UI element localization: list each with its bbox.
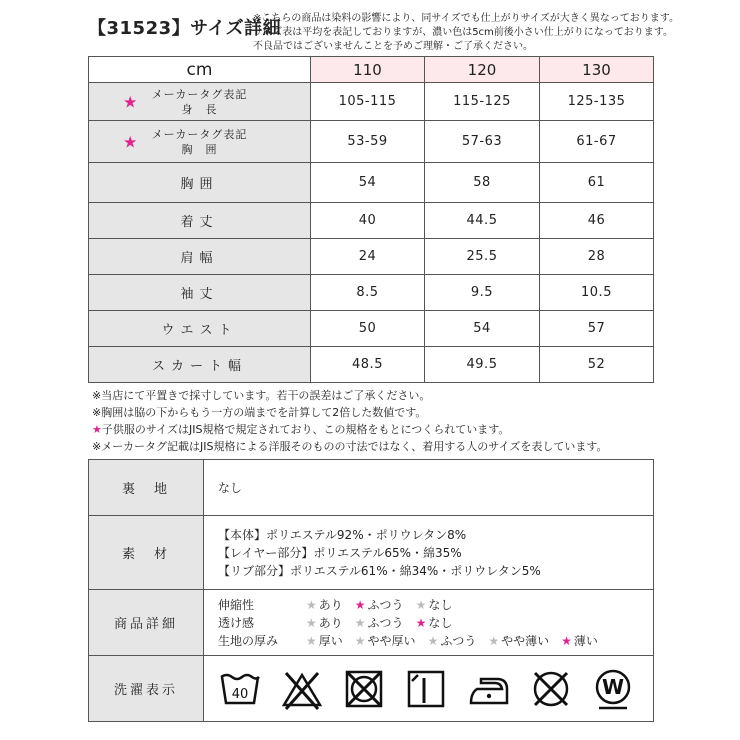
property-row [218, 614, 653, 632]
size-value: 57-63 [425, 121, 540, 163]
svg-text:40: 40 [231, 686, 249, 702]
unit-header: cm [89, 57, 311, 83]
page-title: 【31523】サイズ詳細 [88, 18, 282, 39]
property-option: ★ ふつう [427, 634, 477, 648]
size-value: 28 [540, 239, 654, 275]
row-label-line: メーカータグ表記 [151, 127, 248, 141]
star-icon: ★ [354, 598, 366, 612]
material-list [204, 516, 654, 590]
size-value: 125-135 [540, 83, 654, 121]
detail-table [88, 459, 654, 722]
material-line: 【本体】ポリエステル92%・ポリウレタン8% [218, 527, 467, 542]
size-value: 25.5 [425, 239, 540, 275]
row-label: 胸囲 [89, 163, 311, 203]
size-value: 52 [540, 347, 654, 383]
no-bleach-icon [280, 667, 324, 711]
size-value: 44.5 [425, 203, 540, 239]
property-option: ★ やや薄い [488, 634, 550, 648]
top-note-line: 不良品ではございませんことを予めご理解・ご了承ください。 [253, 41, 533, 52]
lining-value: なし [204, 460, 654, 516]
size-value: 50 [311, 311, 425, 347]
table-row [89, 83, 654, 121]
size-value: 61 [540, 163, 654, 203]
care-label: 洗濯表示 [89, 656, 204, 722]
property-option: ★ ふつう [354, 598, 404, 612]
property-option: ★ あり [306, 616, 343, 630]
size-value: 9.5 [425, 275, 540, 311]
table-row [89, 163, 654, 203]
table-row [89, 275, 654, 311]
wash-40-icon [218, 667, 262, 711]
star-icon: ★ [123, 92, 138, 111]
size-value: 49.5 [425, 347, 540, 383]
property-label: 伸縮性 [218, 598, 255, 612]
row-label [89, 83, 311, 121]
note-line: ※メーカータグ記載はJIS規格による洋服そのものの寸法ではなく、着用する人のサイズを表しています。 [92, 440, 608, 453]
row-label: スカート幅 [89, 347, 311, 383]
size-value: 115-125 [425, 83, 540, 121]
material-line: 【リブ部分】ポリエステル61%・綿34%・ポリウレタン5% [218, 563, 541, 578]
row-label: 着丈 [89, 203, 311, 239]
row-label: 袖丈 [89, 275, 311, 311]
care-symbols [204, 656, 654, 722]
row-label-line: 身 長 [181, 102, 218, 116]
property-label: 透け感 [218, 616, 255, 630]
star-icon: ★ [123, 132, 138, 151]
wet-clean-icon [591, 667, 635, 711]
measurement-notes [92, 387, 607, 455]
star-icon: ★ [354, 634, 366, 648]
size-value: 46 [540, 203, 654, 239]
star-icon: ★ [415, 598, 427, 612]
size-value: 54 [425, 311, 540, 347]
size-value: 24 [311, 239, 425, 275]
row-label [89, 121, 311, 163]
top-notes [253, 12, 679, 54]
no-tumble-dry-icon [342, 667, 386, 711]
size-value: 61-67 [540, 121, 654, 163]
size-table [88, 56, 654, 383]
iron-low-icon [467, 667, 511, 711]
property-option: ★ 厚い [306, 634, 343, 648]
lining-label: 裏 地 [89, 460, 204, 516]
property-option: ★ なし [415, 598, 453, 612]
note-line: ※胸囲は脇の下からもう一方の端までを計算して2倍した数値です。 [92, 406, 427, 419]
size-value: 58 [425, 163, 540, 203]
property-option: ★ やや厚い [354, 634, 416, 648]
row-label: 肩幅 [89, 239, 311, 275]
property-option: ★ あり [306, 598, 343, 612]
table-row [89, 311, 654, 347]
star-icon: ★ [488, 634, 500, 648]
size-value: 105-115 [311, 83, 425, 121]
star-icon: ★ [427, 634, 439, 648]
size-value: 53-59 [311, 121, 425, 163]
size-value: 54 [311, 163, 425, 203]
row-label: ウエスト [89, 311, 311, 347]
line-dry-icon [404, 667, 448, 711]
property-row [218, 632, 653, 650]
size-header: 120 [425, 57, 540, 83]
product-detail-label: 商品詳細 [89, 590, 204, 656]
material-line: 【レイヤー部分】ポリエステル65%・綿35% [218, 545, 462, 560]
table-row [89, 203, 654, 239]
size-value: 40 [311, 203, 425, 239]
material-label: 素 材 [89, 516, 204, 590]
property-option: ★ なし [415, 616, 453, 630]
top-note-line: サイズ表は平均を表記しておりますが、濃い色は5cm前後小さい仕上がりになっております。 [253, 27, 674, 38]
property-label: 生地の厚み [218, 634, 279, 648]
property-option: ★ 薄い [561, 634, 598, 648]
property-option: ★ ふつう [354, 616, 404, 630]
no-dry-clean-icon [529, 667, 573, 711]
top-note-line: ※こちらの商品は染料の影響により、同サイズでも仕上がりサイズが大きく異なっております。 [253, 13, 679, 24]
table-row [89, 347, 654, 383]
note-line: ★子供服のサイズはJIS規格で規定されており、この規格をもとにつくられています。 [92, 423, 510, 436]
size-value: 57 [540, 311, 654, 347]
svg-text:W: W [601, 674, 624, 699]
note-line: ※当店にて平置きで採寸しています。若干の誤差はご了承ください。 [92, 389, 431, 402]
size-value: 8.5 [311, 275, 425, 311]
property-row [218, 596, 653, 614]
star-icon: ★ [92, 423, 102, 436]
property-list [204, 590, 654, 656]
star-icon: ★ [306, 634, 317, 648]
size-header: 130 [540, 57, 654, 83]
row-label-line: 胸 囲 [181, 142, 218, 156]
size-value: 48.5 [311, 347, 425, 383]
star-icon: ★ [415, 616, 427, 630]
size-header: 110 [311, 57, 425, 83]
row-label-line: メーカータグ表記 [151, 87, 248, 101]
size-value: 10.5 [540, 275, 654, 311]
star-icon: ★ [306, 616, 317, 630]
table-row [89, 121, 654, 163]
star-icon: ★ [354, 616, 366, 630]
star-icon: ★ [306, 598, 317, 612]
table-row [89, 239, 654, 275]
star-icon: ★ [561, 634, 572, 648]
